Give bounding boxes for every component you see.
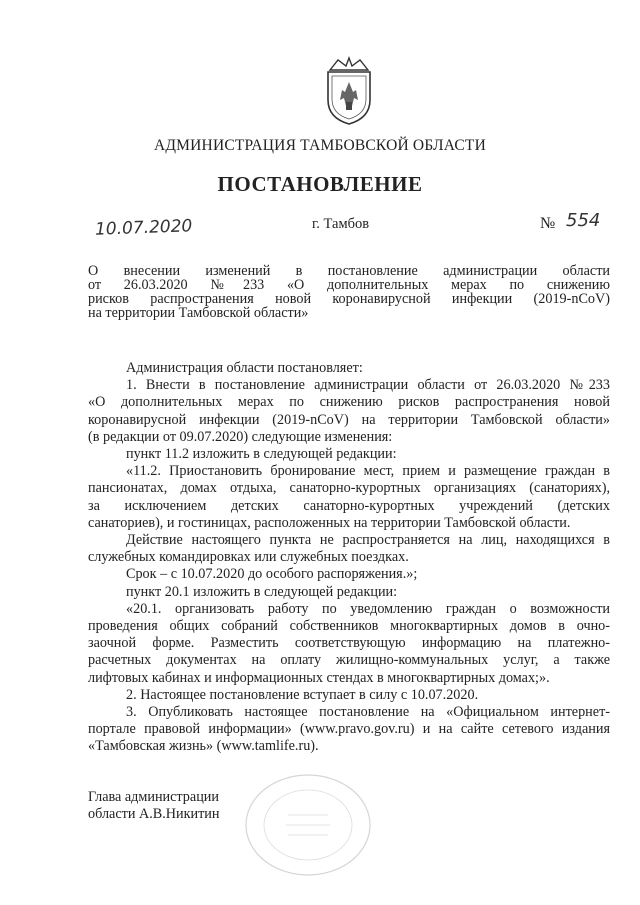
signature-block: [88, 789, 219, 823]
point11-intro: пункт 11.2 изложить в следующей редакции:: [126, 446, 397, 463]
number-label: №: [540, 215, 556, 232]
item1-line: (в редакции от 09.07.2020) следующие изменения:: [88, 428, 393, 445]
subject-line: от 26.03.2020 №233 «О дополнительных мерах по снижению: [88, 277, 610, 293]
item3-line: 3. Опубликовать настоящее постановление на «Официальном интернет-: [126, 704, 610, 721]
point20-line: лифтовых кабинах и информационных стендах в многоквартирных домах;».: [88, 669, 550, 686]
signature-title: Глава администрации: [88, 789, 219, 805]
point20-line: заочной форме. Разместить соответствующую информацию на платежно-: [88, 635, 610, 652]
document-city: г. Тамбов: [312, 216, 370, 232]
subject-line: рисков распространения новой коронавирусной инфекции (2019-nCoV): [88, 291, 610, 307]
point20-line: проведения общих собраний собственников многоквартирных домов в очно-: [88, 618, 610, 635]
item2-line: 2. Настоящее постановление вступает в силу с 10.07.2020.: [126, 686, 479, 703]
subject-line: О внесении изменений в постановление администрации области: [88, 263, 610, 279]
point11-line: за исключением детских санаторно-курортных учреждений (детских: [88, 497, 610, 514]
item1-line: 1. Внести в постановление администрации области от 26.03.2020 №233: [126, 377, 610, 394]
item3-line: «Тамбовская жизнь» (www.tamlife.ru).: [88, 738, 319, 755]
point20-line: «20.1. организовать работу по уведомлению граждан о возможности: [126, 600, 610, 617]
point11-line: «11.2. Приостановить бронирование мест, прием и размещение граждан в: [126, 463, 610, 480]
document-subject: [88, 264, 610, 320]
subject-line: на территории Тамбовской области»: [88, 305, 309, 321]
point20-line: расчетных документах на оплату жилищно-коммунальных услуг, а также: [88, 652, 610, 669]
document-body: [88, 360, 610, 756]
term-line: Срок – с 10.07.2020 до особого распоряжения.»;: [126, 566, 418, 583]
action-line: Действие настоящего пункта не распространяется на лиц, находящихся в: [126, 532, 610, 549]
official-stamp: [238, 770, 378, 880]
item1-line: коронавирусной инфекции (2019-nCoV) на территории Тамбовской области»: [88, 411, 610, 428]
point11-line: санаториев), и гостиницах, расположенных на территории Тамбовской области.: [88, 514, 571, 531]
point20-intro: пункт 20.1 изложить в следующей редакции:: [126, 583, 398, 600]
document-type: ПОСТАНОВЛЕНИЕ: [217, 172, 423, 196]
document-number: 554: [566, 210, 601, 231]
preamble: Администрация области постановляет:: [126, 360, 363, 376]
document-date: 10.07.2020: [94, 216, 193, 240]
action-line: служебных командировках или служебных поездках.: [88, 549, 409, 566]
organization-title: АДМИНИСТРАЦИЯ ТАМБОВСКОЙ ОБЛАСТИ: [154, 137, 486, 154]
item3-line: портале правовой информации» (www.pravo.gov.ru) и на сайте сетевого издания: [88, 721, 610, 738]
coat-of-arms-emblem: [316, 56, 382, 126]
item1-line: «О дополнительных мерах по снижению рисков распространения новой: [88, 394, 610, 411]
point11-line: пансионатах, домах отдыха, санаторно-курортных организациях (санаториях),: [88, 480, 610, 497]
signature-name: области А.В.Никитин: [88, 806, 220, 822]
